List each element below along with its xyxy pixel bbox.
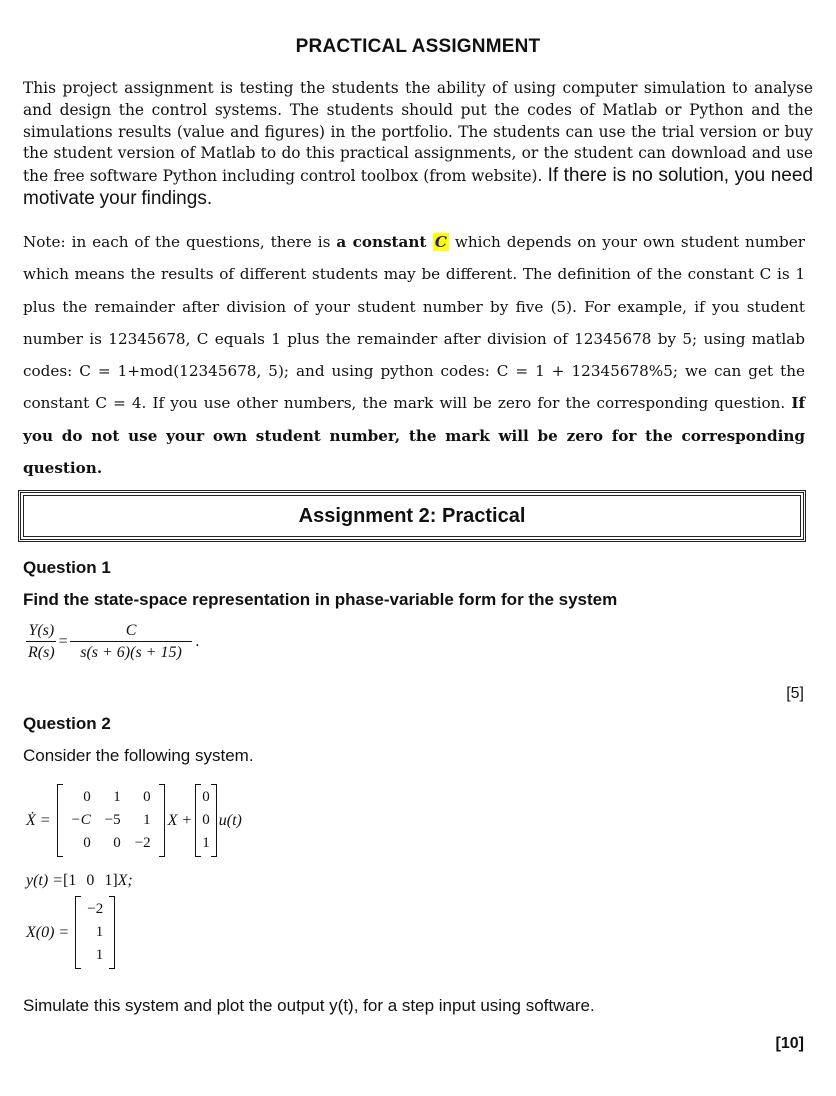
section-header-box [18, 490, 806, 542]
question-1-label: Question 1 [23, 558, 111, 577]
a-cell-constant: −C [70, 812, 91, 828]
note-bold1: a constant [336, 233, 433, 251]
rhs-denominator: s(s + 6)(s + 15) [80, 644, 182, 661]
a-cell: 1 [113, 789, 121, 805]
input-u: u(t) [218, 811, 242, 829]
b-cell: 1 [202, 835, 210, 851]
c-matrix: [1 0 1] [63, 872, 118, 889]
b-cell: 0 [202, 812, 210, 828]
note-paragraph [23, 226, 805, 484]
output-equation [26, 872, 133, 890]
c-cell: 0 [86, 872, 95, 889]
question-1-prompt: Find the state-space representation in phase-variable form for the system [23, 590, 618, 609]
rhs-numerator: C [70, 622, 193, 642]
equals-sign: = [58, 633, 68, 650]
a-cell: 0 [83, 835, 91, 851]
question-2-intro: Consider the following system. [23, 746, 254, 765]
b-cell: 0 [202, 789, 210, 805]
x0-cell: 1 [95, 947, 104, 963]
a-cell: 1 [143, 812, 151, 828]
x0-cell: −2 [87, 901, 104, 917]
state-equation [26, 784, 242, 857]
x0-cell: 1 [95, 924, 104, 940]
section-header-inner-border [23, 495, 801, 537]
y-suffix: X; [117, 872, 133, 889]
transfer-function [26, 622, 199, 662]
matrix-b [195, 784, 217, 857]
constant-c-highlight: C [434, 233, 447, 251]
note-part2: which depends on your own student number which means the results of different students may be different. The definition of the constant C is 1 plus the remainder after division of your student number by five (5). For example, if you student number is 12345678, C equals 1 plus the remainder after division of 12345678 by 5; using matlab codes: C = 1+mod(12345678, 5); and using python codes: C = 1 + 12345678%5; we can get the constant C = 4. If you use other numbers, the mark will be zero for the corresponding question. [23, 233, 805, 413]
a-cell: 0 [83, 789, 91, 805]
lhs-fraction [26, 622, 57, 662]
lhs-denominator: R(s) [28, 644, 55, 661]
intro-paragraph [23, 78, 813, 211]
question-2-task: Simulate this system and plot the output y(t), for a step input using software. [23, 996, 595, 1015]
a-cell: 0 [113, 835, 121, 851]
note-part1: Note: in each of the questions, there is [23, 233, 337, 251]
period: . [195, 633, 200, 650]
intro-sans-text: If there is no solution, you need motivate your findings. [23, 165, 813, 209]
intro-serif-text: This project assignment is testing the students the ability of using computer simulation to analyse and design the control systems. The students should put the codes of Matlab or Python and the simulations results (value and figures) in the portfolio. The students can use the trial version or buy the student version of Matlab to do this practical assignments, or the student can download and use the free software Python including control toolbox (from website). [23, 79, 813, 186]
page-title: PRACTICAL ASSIGNMENT [295, 36, 541, 57]
c-cell: 1 [68, 872, 77, 889]
rhs-fraction [70, 622, 193, 662]
a-cell: 0 [143, 789, 151, 805]
y-prefix: y(t) = [26, 872, 63, 889]
x-plus: X + [167, 811, 193, 829]
question-2-label: Question 2 [23, 714, 111, 733]
c-cell: 1 [104, 872, 113, 889]
initial-condition [26, 896, 115, 969]
section-title: Assignment 2: Practical [298, 504, 526, 527]
matrix-a [57, 784, 165, 857]
a-cell: −2 [134, 835, 151, 851]
question-2-marks: [10] [775, 1035, 804, 1052]
a-cell: −5 [104, 812, 121, 828]
x0-label: X(0) = [26, 923, 70, 941]
note-bold2: If you do not use your own student number, the mark will be zero for the corresponding question. [23, 394, 805, 478]
xdot-label: Ẋ = [26, 811, 51, 829]
question-1-marks: [5] [786, 685, 804, 702]
lhs-numerator: Y(s) [26, 622, 56, 642]
x0-vector [75, 896, 115, 969]
